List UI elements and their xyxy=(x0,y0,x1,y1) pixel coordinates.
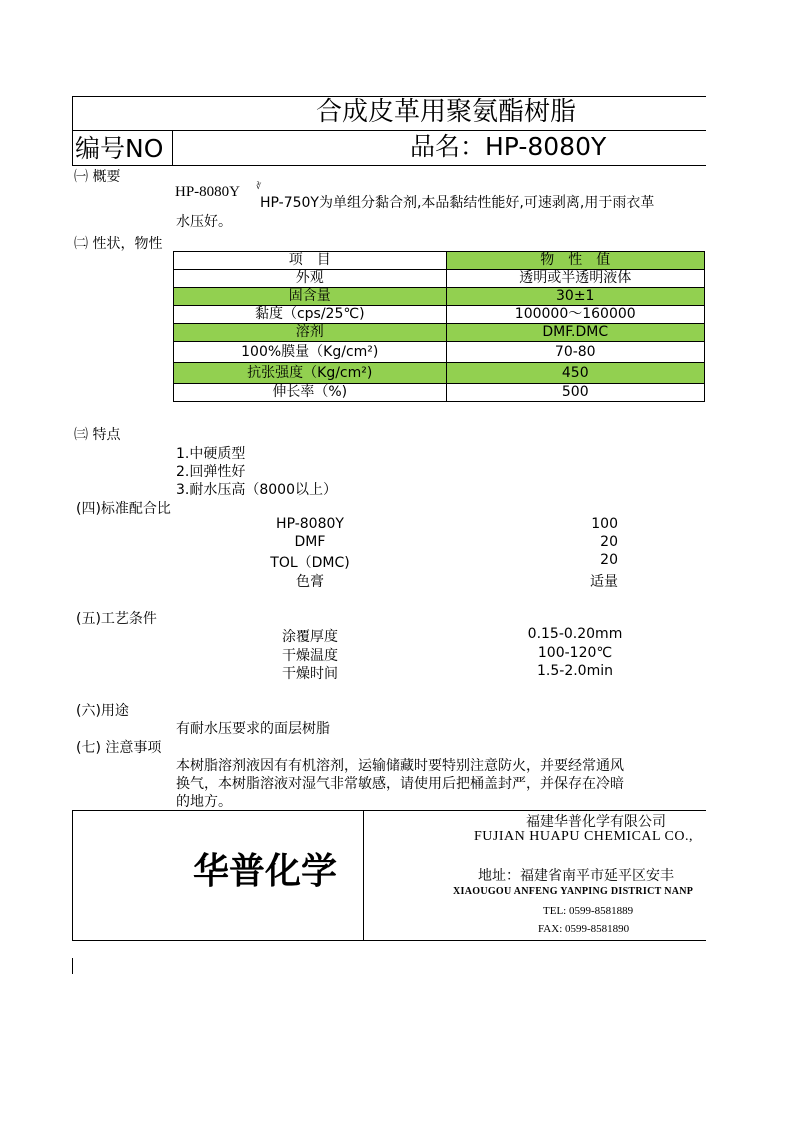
property-value: 透明或半透明液体 xyxy=(446,270,705,288)
table-row xyxy=(174,324,705,342)
telephone: TEL: 0599-8581889 xyxy=(543,905,634,917)
overview-product: HP-8080Y xyxy=(175,184,241,200)
process-name: 干燥时间 xyxy=(282,666,338,682)
overview-superscript: ∛ xyxy=(256,182,262,191)
formula-amount: 适量 xyxy=(590,574,618,590)
notes-heading: (七) 注意事项 xyxy=(76,740,162,756)
property-item: 溶剂 xyxy=(174,324,447,342)
features-heading: ㈢ 特点 xyxy=(74,427,121,443)
feature-item: 3.耐水压高（8000以上） xyxy=(176,482,337,498)
header-divider xyxy=(172,130,173,165)
header-mid-border xyxy=(72,130,706,131)
property-value: 500 xyxy=(446,384,705,402)
overview-text-line2: 水压好。 xyxy=(176,214,232,230)
company-name-cn: 福建华普化学有限公司 xyxy=(526,814,666,830)
feature-item: 2.回弹性好 xyxy=(176,464,246,480)
notes-text-line3: 的地方。 xyxy=(176,794,232,810)
usage-text: 有耐水压要求的面层树脂 xyxy=(176,721,330,737)
property-value: 100000～160000 xyxy=(446,306,705,324)
number-label: 编号NO xyxy=(75,134,164,163)
table-header-row xyxy=(174,252,705,270)
footer-bottom-border xyxy=(72,940,706,941)
process-name: 干燥温度 xyxy=(282,648,338,664)
footer-left-border xyxy=(72,810,73,940)
header-bottom-border xyxy=(72,165,706,166)
footer-divider xyxy=(363,810,364,940)
feature-item: 1.中硬质型 xyxy=(176,446,246,462)
company-name-en: FUJIAN HUAPU CHEMICAL CO., xyxy=(474,829,693,844)
formula-name: DMF xyxy=(294,534,326,550)
property-item: 外观 xyxy=(174,270,447,288)
overview-text-line1: HP-750Y为单组分黏合剂,本品黏结性能好,可速剥离,用于雨衣革 xyxy=(260,195,655,211)
property-table xyxy=(173,251,705,402)
process-value: 1.5-2.0min xyxy=(537,663,613,679)
fax: FAX: 0599-8581890 xyxy=(538,923,630,935)
product-name: 品名：HP-8080Y xyxy=(410,132,607,161)
table-row xyxy=(174,288,705,306)
notes-text-line1: 本树脂溶剂液因有有机溶剂，运输储藏时要特别注意防火，并要经常通风 xyxy=(176,758,624,774)
notes-text-line2: 换气，本树脂溶液对湿气非常敏感，请使用后把桶盖封严，并保存在冷暗 xyxy=(176,776,624,792)
property-value: DMF.DMC xyxy=(446,324,705,342)
property-value: 450 xyxy=(446,363,705,384)
property-item: 黏度（cps/25℃) xyxy=(174,306,447,324)
formula-heading: (四)标准配合比 xyxy=(76,501,171,517)
overview-heading: ㈠ 概要 xyxy=(74,169,121,185)
property-item: 固含量 xyxy=(174,288,447,306)
properties-heading: ㈡ 性状，物性 xyxy=(74,236,163,252)
formula-amount: 20 xyxy=(600,534,618,550)
usage-heading: (六)用途 xyxy=(76,703,129,719)
process-value: 0.15-0.20mm xyxy=(527,626,623,642)
property-item: 抗张强度（Kg/cm²) xyxy=(174,363,447,384)
property-item: 100%膜量（Kg/cm²) xyxy=(174,342,447,363)
table-row xyxy=(174,342,705,363)
address-en: XIAOUGOU ANFENG YANPING DISTRICT NANP xyxy=(453,886,694,897)
property-item: 伸长率（%) xyxy=(174,384,447,402)
brand-logo-text: 华普化学 xyxy=(193,851,338,892)
process-name: 涂覆厚度 xyxy=(282,629,338,645)
property-value: 70-80 xyxy=(446,342,705,363)
page-marker-line xyxy=(72,958,73,974)
table-row xyxy=(174,384,705,402)
table-row xyxy=(174,363,705,384)
formula-amount: 100 xyxy=(591,516,618,532)
formula-amount: 20 xyxy=(600,552,618,568)
table-row xyxy=(174,270,705,288)
address-cn: 地址：福建省南平市延平区安丰 xyxy=(478,868,674,884)
table-row xyxy=(174,306,705,324)
page-title: 合成皮革用聚氨酯树脂 xyxy=(316,97,577,127)
header-left-border xyxy=(72,96,73,165)
formula-name: 色膏 xyxy=(296,574,324,590)
process-value: 100-120℃ xyxy=(537,645,613,661)
table-header-value: 物 性 值 xyxy=(446,252,705,270)
process-heading: (五)工艺条件 xyxy=(76,611,157,627)
formula-name: TOL（DMC) xyxy=(270,555,350,571)
property-value: 30±1 xyxy=(446,288,705,306)
formula-name: HP-8080Y xyxy=(276,516,344,532)
table-header-item: 项 目 xyxy=(174,252,447,270)
